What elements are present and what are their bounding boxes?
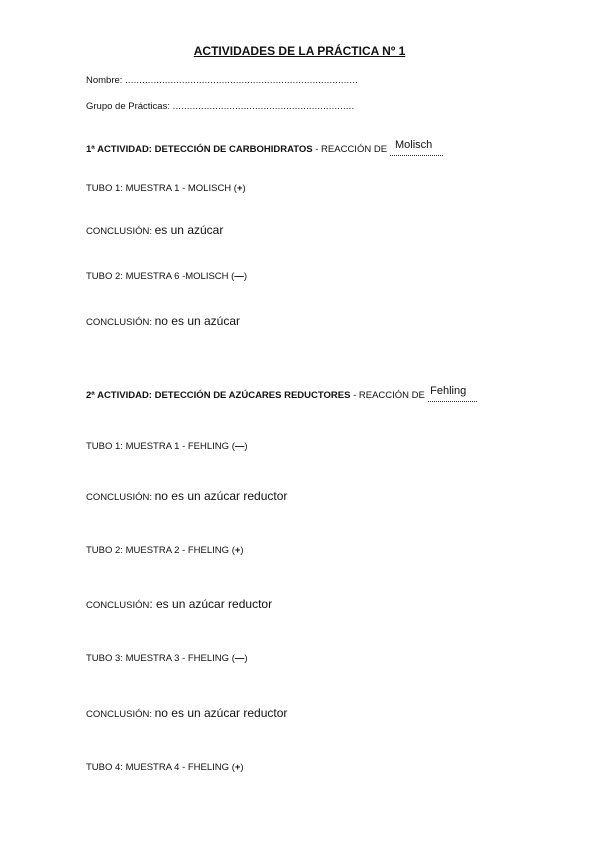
minus-sign: — xyxy=(234,653,245,664)
activity1-reaction-label: - REACCIÓN DE xyxy=(315,144,388,155)
plus-sign: + xyxy=(234,545,241,556)
conclusion-label: CONCLUSIÓN: xyxy=(86,226,152,237)
conclusion-answer: no es un azúcar xyxy=(154,314,241,328)
nombre-dots: .................................................................................. xyxy=(125,75,358,86)
plus-sign: + xyxy=(234,762,241,773)
document-title: ACTIVIDADES DE LA PRÁCTICA Nº 1 xyxy=(193,44,406,58)
conclusion-answer: no es un azúcar reductor xyxy=(154,489,288,503)
activity2-reaction-value: Fehling xyxy=(430,385,467,397)
minus-sign: — xyxy=(234,441,245,452)
conclusion-label: CONCLUSIÓN: xyxy=(86,317,152,328)
nombre-field[interactable] xyxy=(86,75,358,86)
activity2-reaction-field[interactable] xyxy=(428,385,477,402)
activity1-title: 1ª ACTIVIDAD: DETECCIÓN DE CARBOHIDRATOS xyxy=(86,144,313,155)
nombre-label: Nombre: xyxy=(86,75,123,86)
grupo-label: Grupo de Prácticas: xyxy=(86,101,170,112)
activity2-tube-3 xyxy=(86,653,248,664)
conclusion-label: CONCLUSIÓN xyxy=(86,600,150,611)
tube-close: ) xyxy=(244,441,248,452)
tube-close: ) xyxy=(243,271,247,282)
tube-close: ) xyxy=(244,653,248,664)
activity2-title: 2ª ACTIVIDAD: DETECCIÓN DE AZÚCARES REDUCTORES xyxy=(86,390,351,401)
tube-close: ) xyxy=(242,183,246,194)
activity2-tube-2 xyxy=(86,545,244,556)
conclusion-answer: es un azúcar xyxy=(154,223,224,237)
tube-label: TUBO 1: MUESTRA 1 - MOLISCH ( xyxy=(86,183,237,194)
activity1-tube-2 xyxy=(86,271,247,282)
activity1-heading xyxy=(86,139,443,156)
activity1-reaction-value: Molisch xyxy=(394,139,433,151)
activity2-tube-1 xyxy=(86,441,248,452)
conclusion-label: CONCLUSIÓN: xyxy=(86,492,152,503)
grupo-dots: ................................................................ xyxy=(172,101,355,112)
conclusion-answer: : es un azúcar reductor xyxy=(149,597,273,611)
tube-close: ) xyxy=(240,762,244,773)
activity2-tube-4 xyxy=(86,762,244,773)
tube-label: TUBO 1: MUESTRA 1 - FEHLING ( xyxy=(86,441,235,452)
tube-label: TUBO 4: MUESTRA 4 - FHELING ( xyxy=(86,762,235,773)
grupo-field[interactable] xyxy=(86,101,354,112)
tube-label: TUBO 3: MUESTRA 3 - FHELING ( xyxy=(86,653,235,664)
tube-close: ) xyxy=(240,545,244,556)
activity1-tube-1 xyxy=(86,183,246,194)
tube-label: TUBO 2: MUESTRA 2 - FHELING ( xyxy=(86,545,235,556)
tube-label: TUBO 2: MUESTRA 6 -MOLISCH ( xyxy=(86,271,235,282)
plus-sign: + xyxy=(236,183,243,194)
conclusion-answer: no es un azúcar reductor xyxy=(154,706,288,720)
activity2-reaction-label: - REACCIÓN DE xyxy=(353,390,425,401)
activity1-conclusion-2 xyxy=(86,314,240,328)
activity2-conclusion-3 xyxy=(86,706,287,720)
conclusion-label: CONCLUSIÓN: xyxy=(86,709,152,720)
activity1-reaction-field[interactable] xyxy=(390,139,443,156)
minus-sign: — xyxy=(234,271,244,282)
activity2-conclusion-2 xyxy=(86,597,272,611)
activity2-conclusion-1 xyxy=(86,489,287,503)
activity2-heading xyxy=(86,385,477,402)
activity1-conclusion-1 xyxy=(86,223,223,237)
